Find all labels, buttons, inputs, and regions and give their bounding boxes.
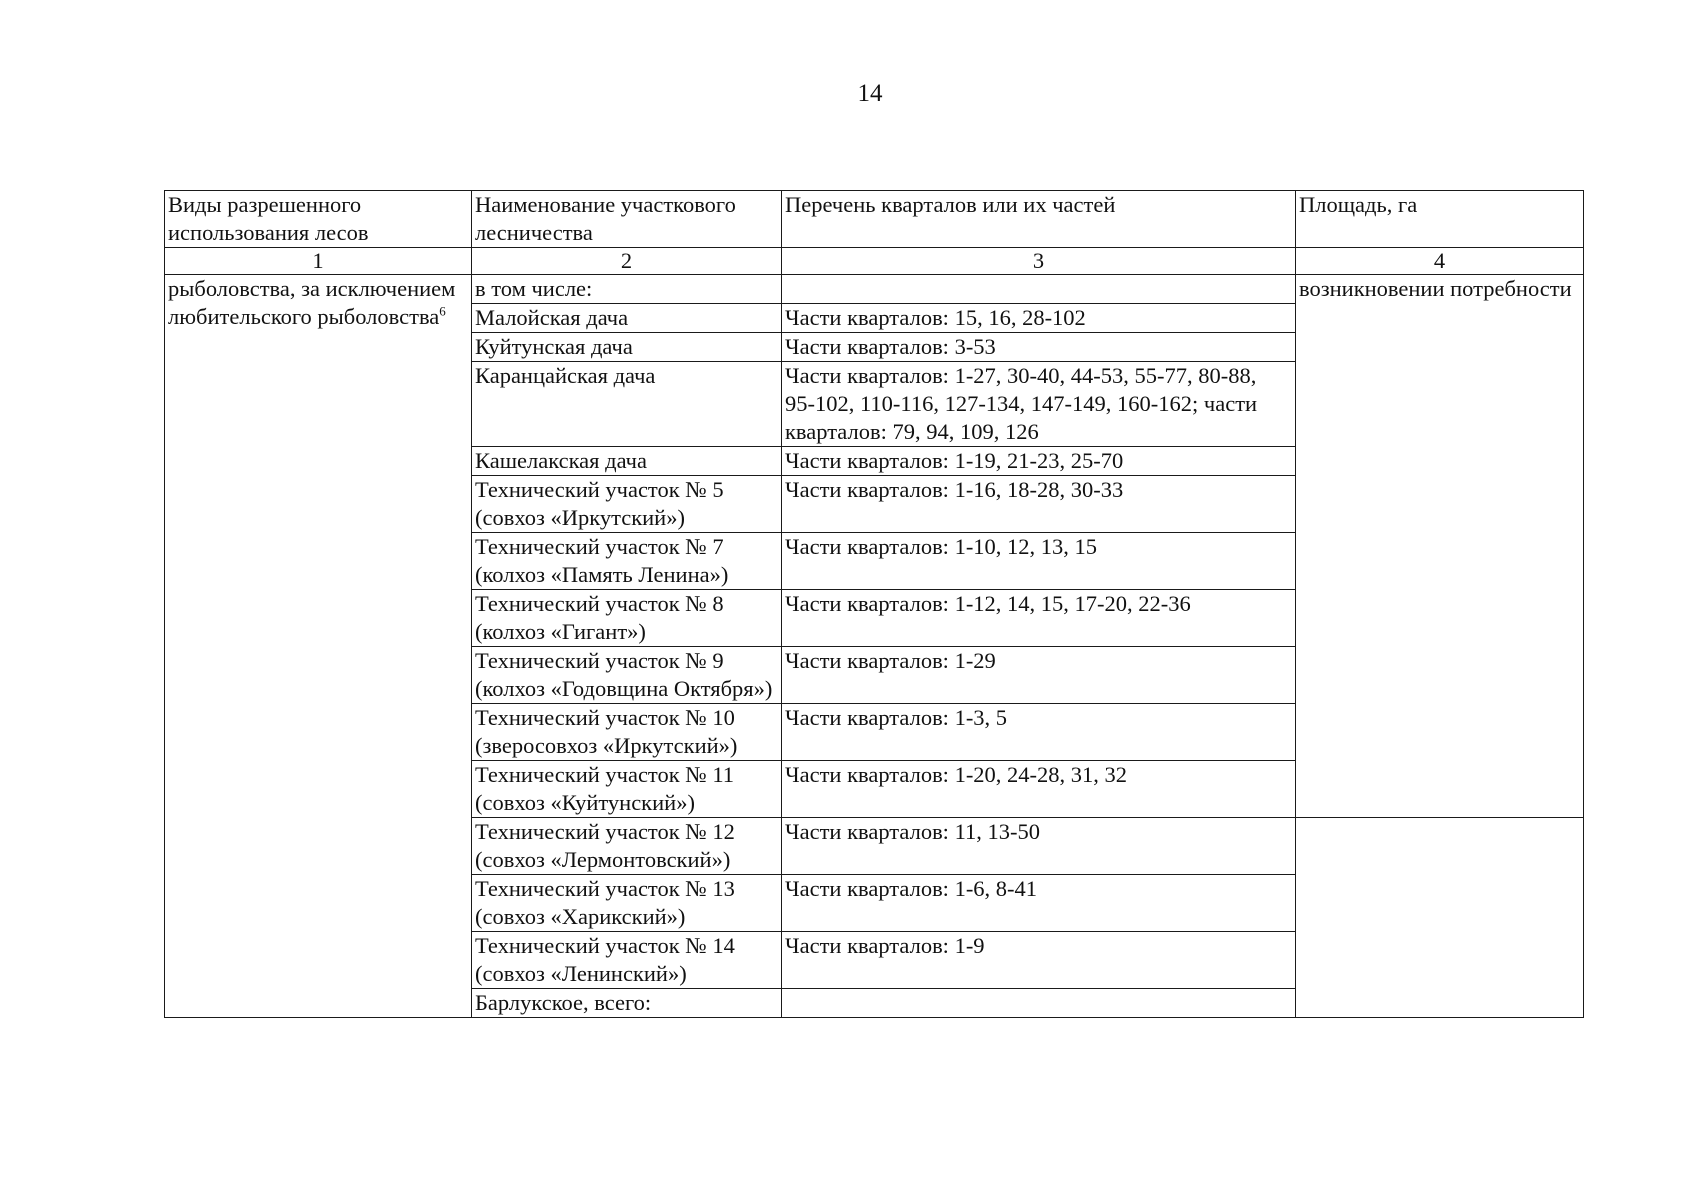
quarters-list xyxy=(782,989,1296,1018)
forestry-name: Технический участок № 10 (зверосовхоз «Иркутский») xyxy=(472,704,782,761)
header-cell: Наименование участкового лесничества xyxy=(472,191,782,248)
quarters-list: Части кварталов: 11, 13-50 xyxy=(782,818,1296,875)
forestry-name: Технический участок № 7 (колхоз «Память Ленина») xyxy=(472,533,782,590)
forestry-name: Технический участок № 12 (совхоз «Лермонтовский») xyxy=(472,818,782,875)
column-number: 3 xyxy=(782,248,1296,275)
table-row xyxy=(165,275,1584,304)
column-number: 1 xyxy=(165,248,472,275)
quarters-list: Части кварталов: 1-3, 5 xyxy=(782,704,1296,761)
forestry-name: Технический участок № 11 (совхоз «Куйтунский») xyxy=(472,761,782,818)
quarters-list: Части кварталов: 15, 16, 28-102 xyxy=(782,304,1296,333)
quarters-list: Части кварталов: 1-12, 14, 15, 17-20, 22-36 xyxy=(782,590,1296,647)
forestry-name: в том числе: xyxy=(472,275,782,304)
quarters-list: Части кварталов: 1-27, 30-40, 44-53, 55-77, 80-88, 95-102, 110-116, 127-134, 147-149, 160-162; части кварталов: 79, 94, 109, 126 xyxy=(782,362,1296,447)
area-cell: возникновении потребности xyxy=(1296,275,1584,818)
quarters-list: Части кварталов: 1-19, 21-23, 25-70 xyxy=(782,447,1296,476)
forestry-name: Технический участок № 8 (колхоз «Гигант») xyxy=(472,590,782,647)
quarters-list: Части кварталов: 1-6, 8-41 xyxy=(782,875,1296,932)
forestry-name: Технический участок № 5 (совхоз «Иркутский») xyxy=(472,476,782,533)
forestry-name: Малойская дача xyxy=(472,304,782,333)
footnote-mark: 6 xyxy=(439,303,446,319)
column-number: 4 xyxy=(1296,248,1584,275)
quarters-list: Части кварталов: 1-16, 18-28, 30-33 xyxy=(782,476,1296,533)
page-number: 14 xyxy=(857,80,883,107)
area-cell-empty xyxy=(1296,818,1584,1018)
table-header-row xyxy=(165,191,1584,248)
forestry-name: Технический участок № 13 (совхоз «Харикский») xyxy=(472,875,782,932)
forestry-name: Каранцайская дача xyxy=(472,362,782,447)
forestry-name: Кашелакская дача xyxy=(472,447,782,476)
forestry-name: Технический участок № 9 (колхоз «Годовщина Октября») xyxy=(472,647,782,704)
header-cell: Перечень кварталов или их частей xyxy=(782,191,1296,248)
quarters-list xyxy=(782,275,1296,304)
quarters-list: Части кварталов: 1-9 xyxy=(782,932,1296,989)
forestry-name: Технический участок № 14 (совхоз «Ленинский») xyxy=(472,932,782,989)
header-cell: Виды разрешенного использования лесов xyxy=(165,191,472,248)
forestry-name: Куйтунская дача xyxy=(472,333,782,362)
column-number-row xyxy=(165,248,1584,275)
quarters-list: Части кварталов: 1-29 xyxy=(782,647,1296,704)
quarters-list: Части кварталов: 1-20, 24-28, 31, 32 xyxy=(782,761,1296,818)
forestry-name: Барлукское, всего: xyxy=(472,989,782,1018)
forest-use-table xyxy=(164,190,1584,1018)
quarters-list: Части кварталов: 1-10, 12, 13, 15 xyxy=(782,533,1296,590)
header-cell: Площадь, га xyxy=(1296,191,1584,248)
quarters-list: Части кварталов: 3-53 xyxy=(782,333,1296,362)
column-number: 2 xyxy=(472,248,782,275)
use-type-text: рыболовства, за исключением любительского рыболовства xyxy=(168,276,456,329)
use-type-cell xyxy=(165,275,472,1018)
